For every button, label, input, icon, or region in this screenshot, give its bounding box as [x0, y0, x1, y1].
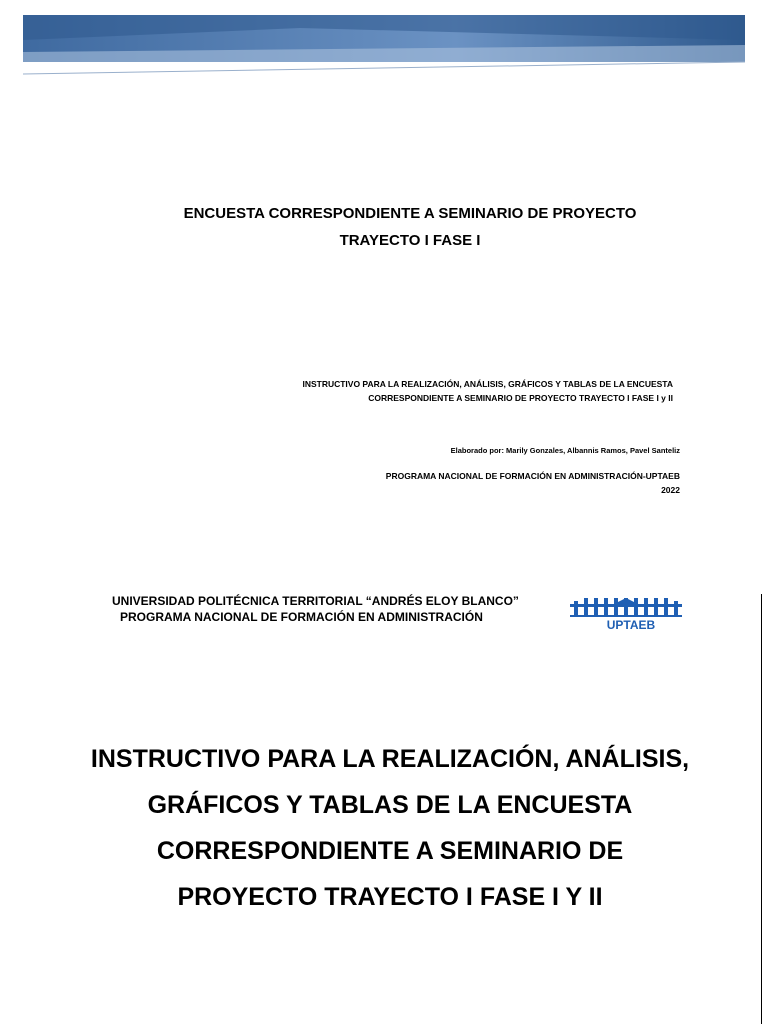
program-subheader: PROGRAMA NACIONAL DE FORMACIÓN EN ADMINISTRACIÓN [120, 610, 483, 624]
program-name: PROGRAMA NACIONAL DE FORMACIÓN EN ADMINISTRACIÓN-UPTAEB [385, 471, 680, 481]
cover-title-line2: TRAYECTO I FASE I [339, 232, 481, 249]
main-title [40, 736, 740, 920]
instructivo-subtitle [200, 377, 673, 405]
cover-title-line1: ENCUESTA CORRESPONDIENTE A SEMINARIO DE PROYECTO [183, 205, 637, 222]
uptaeb-logo [556, 592, 706, 632]
university-header [112, 593, 519, 625]
header-banner [0, 0, 768, 80]
main-title-line4: PROYECTO TRAYECTO I FASE I Y II [177, 883, 603, 911]
page-edge-line [761, 594, 762, 1024]
university-name: UNIVERSIDAD POLITÉCNICA TERRITORIAL “ANDRÉS ELOY BLANCO” [112, 594, 519, 608]
program-block [300, 469, 680, 497]
main-title-line3: CORRESPONDIENTE A SEMINARIO DE [156, 837, 624, 865]
cover-title [80, 200, 740, 254]
authors: Elaborado por: Marily Gonzales, Albannis Ramos, Pavel Santeliz [450, 446, 680, 455]
main-title-line2: GRÁFICOS Y TABLAS DE LA ENCUESTA [147, 791, 633, 819]
year: 2022 [661, 485, 680, 495]
main-title-line1: INSTRUCTIVO PARA LA REALIZACIÓN, ANÁLISIS, [90, 745, 690, 773]
logo-text: UPTAEB [606, 618, 656, 632]
instructivo-line1: INSTRUCTIVO PARA LA REALIZACIÓN, ANÁLISIS, GRÁFICOS Y TABLAS DE LA ENCUESTA [302, 379, 673, 389]
instructivo-line2: CORRESPONDIENTE A SEMINARIO DE PROYECTO TRAYECTO I FASE I y II [368, 393, 673, 403]
